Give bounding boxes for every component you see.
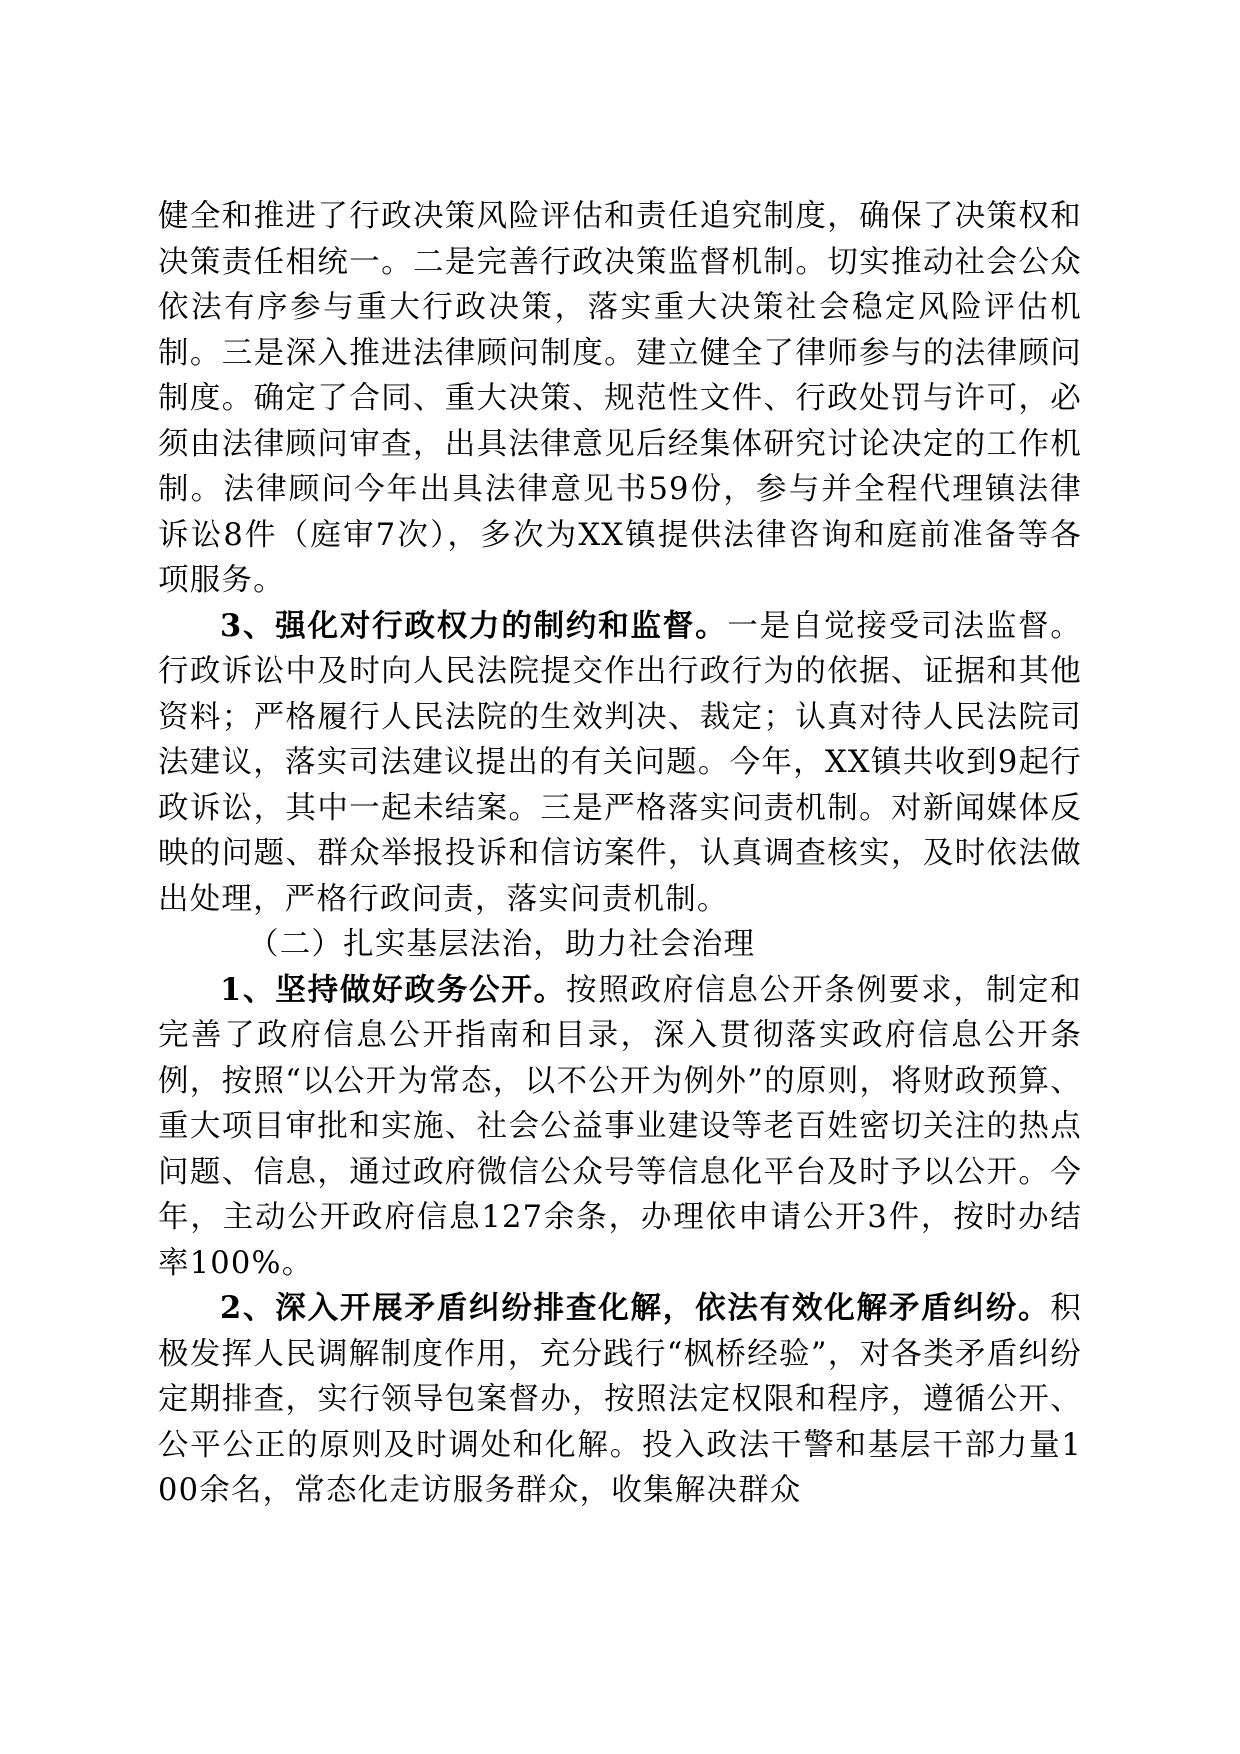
document-page: [158, 194, 1082, 1514]
paragraph-lead: 1、坚持做好政务公开。: [220, 971, 566, 1008]
paragraph-dispute-resolution: [158, 1286, 1082, 1514]
paragraph-text: 一是自觉接受司法监督。行政诉讼中及时向人民法院提交作出行政行为的依据、证据和其他资料；严格履行人民法院的生效判决、裁定；认真对待人民法院司法建议，落实司法建议提出的有关问题。今年，XX镇共收到9起行政诉讼，其中一起未结案。三是严格落实问责机制。对新闻媒体反映的问题、群众举报投诉和信访案件，认真调查核实，及时依法做出处理，严格行政问责，落实问责机制。: [158, 608, 1083, 917]
section-heading-text: （二）扎实基层法治，助力社会治理: [248, 927, 756, 962]
paragraph-lead: 3、强化对行政权力的制约和监督。: [220, 607, 728, 644]
paragraph-oversight: [158, 604, 1082, 923]
paragraph-lead: 2、深入开展矛盾纠纷排查化解，依法有效化解矛盾纠纷。: [220, 1290, 1051, 1326]
paragraph-text: 按照政府信息公开条例要求，制定和完善了政府信息公开指南和目录，深入贯彻落实政府信息公开条例，按照“以公开为常态，以不公开为例外”的原则，将财政预算、重大项目审批和实施、社会公益事业建设等老百姓密切关注的热点问题、信息，通过政府微信公众号等信息化平台及时予以公开。今年，主动公开政府信息127余条，办理依申请公开3件，按时办结率100%。: [158, 972, 1083, 1281]
paragraph-text: 积极发挥人民调解制度作用，充分践行“枫桥经验”，对各类矛盾纠纷定期排查，实行领导包案督办，按照法定权限和程序，遵循公开、公平公正的原则及时调处和化解。投入政法干警和基层干部力量100余名，常态化走访服务群众，收集解决群众: [158, 1291, 1082, 1508]
section-heading: [158, 922, 1082, 968]
paragraph-government-affairs: [158, 968, 1082, 1287]
paragraph-text: 健全和推进了行政决策风险评估和责任追究制度，确保了决策权和决策责任相统一。二是完善行政决策监督机制。切实推动社会公众依法有序参与重大行政决策，落实重大决策社会稳定风险评估机制。三是深入推进法律顾问制度。建立健全了律师参与的法律顾问制度。确定了合同、重大决策、规范性文件、行政处罚与许可，必须由法律顾问审查，出具法律意见后经集体研究讨论决定的工作机制。法律顾问今年出具法律意见书59份，参与并全程代理镇法律诉讼8件（庭审7次），多次为XX镇提供法律咨询和庭前准备等各项服务。: [158, 199, 1082, 598]
paragraph-decision-mechanism: [158, 194, 1082, 604]
